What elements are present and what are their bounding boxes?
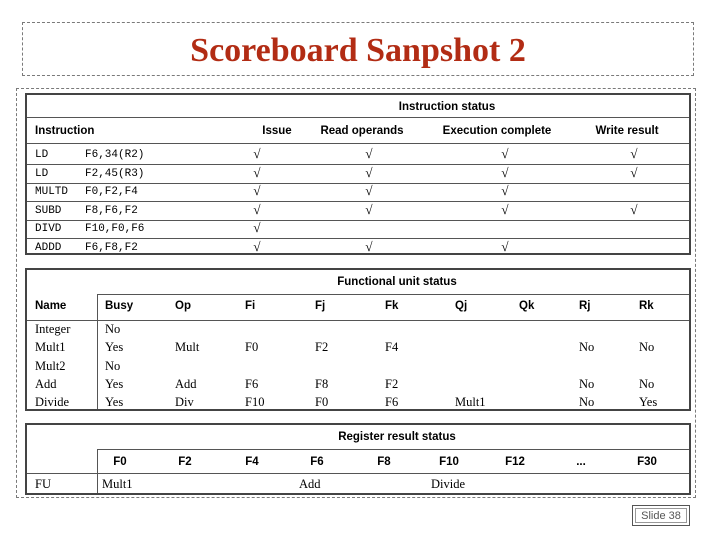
status-check-mark: √: [253, 183, 261, 199]
register-result-status-heading: Register result status: [338, 431, 456, 443]
status-check-mark: √: [501, 164, 509, 180]
fu-cell: F0: [315, 395, 329, 410]
table-rule: [27, 220, 689, 221]
fu-cell: Divide: [35, 395, 70, 410]
slide-title: Scoreboard Sanpshot 2: [190, 32, 526, 69]
fu-cell: F2: [385, 376, 399, 391]
fu-cell: No: [105, 322, 121, 336]
fu-cell: F2: [315, 340, 329, 355]
column-header-name: Name: [35, 300, 67, 312]
fu-cell: F4: [385, 340, 399, 355]
column-header-read-operands: Read operands: [320, 125, 404, 137]
status-check-mark: √: [501, 201, 509, 217]
fu-cell: No: [105, 358, 121, 373]
table-rule: [97, 449, 98, 493]
fu-cell: No: [579, 376, 595, 391]
status-check-mark: √: [501, 146, 509, 161]
status-check-mark: √: [253, 239, 261, 254]
functional-unit-status-table: [25, 268, 691, 411]
slide-number: Slide 38: [635, 508, 687, 523]
fu-row-label: FU: [35, 477, 51, 491]
status-check-mark: √: [365, 164, 373, 180]
register-result-status-table: [25, 423, 691, 495]
fu-cell: Yes: [105, 376, 124, 391]
status-check-mark: √: [365, 201, 373, 217]
fu-cell: Add: [35, 376, 57, 391]
instruction-operands: F6,F8,F2: [85, 242, 138, 254]
fu-cell: Mult1: [35, 340, 66, 355]
register-header: ...: [576, 456, 586, 468]
column-header-qk: Qk: [519, 300, 535, 312]
table-rule: [27, 238, 689, 239]
table-rule: [27, 473, 689, 474]
column-header-op: Op: [175, 300, 191, 312]
instruction-operands: F8,F6,F2: [85, 204, 138, 217]
fu-cell: No: [579, 340, 595, 355]
fu-cell: No: [639, 340, 655, 355]
table-rule: [27, 143, 689, 144]
register-fu-value: Add: [299, 477, 321, 491]
column-header-busy: Busy: [105, 300, 134, 312]
instruction-opcode: ADDD: [35, 242, 62, 254]
column-header-qj: Qj: [455, 300, 468, 312]
fu-cell: F6: [385, 395, 399, 410]
column-header-issue: Issue: [262, 125, 292, 137]
table-rule: [27, 183, 689, 184]
status-check-mark: √: [630, 146, 638, 161]
column-header-fi: Fi: [245, 300, 256, 312]
fu-cell: Yes: [105, 340, 124, 355]
register-header: F12: [505, 456, 525, 468]
column-header-instruction: Instruction: [35, 125, 95, 137]
status-check-mark: √: [630, 164, 638, 180]
functional-unit-status-heading: Functional unit status: [337, 276, 457, 288]
column-header-execution-complete: Execution complete: [442, 125, 552, 137]
status-check-mark: √: [253, 220, 261, 236]
instruction-opcode: SUBD: [35, 204, 62, 217]
status-check-mark: √: [365, 239, 373, 254]
register-header: F2: [178, 456, 192, 468]
table-rule: [97, 449, 689, 450]
instruction-operands: F2,45(R3): [85, 167, 145, 180]
fu-cell: Div: [175, 395, 194, 410]
fu-cell: Mult2: [35, 358, 66, 373]
fu-cell: No: [639, 376, 655, 391]
status-check-mark: √: [365, 146, 373, 161]
fu-cell: F8: [315, 376, 329, 391]
status-check-mark: √: [501, 183, 509, 199]
column-header-rj: Rj: [579, 300, 591, 312]
column-header-fk: Fk: [385, 300, 399, 312]
fu-cell: F10: [245, 395, 265, 410]
status-check-mark: √: [501, 239, 509, 254]
fu-cell: F0: [245, 340, 259, 355]
status-check-mark: √: [253, 146, 261, 161]
instruction-opcode: MULTD: [35, 186, 69, 199]
fu-cell: No: [579, 395, 595, 410]
status-check-mark: √: [365, 183, 373, 199]
table-rule: [97, 294, 98, 409]
fu-cell: Add: [175, 376, 197, 391]
column-header-fj: Fj: [315, 300, 326, 312]
instruction-opcode: DIVD: [35, 223, 62, 236]
register-header: F4: [245, 456, 259, 468]
status-check-mark: √: [253, 201, 261, 217]
title-box: [22, 22, 694, 76]
register-header: F10: [439, 456, 459, 468]
register-header: F0: [113, 456, 127, 468]
fu-cell: Mult: [175, 340, 200, 355]
table-rule: [27, 201, 689, 202]
table-rule: [27, 320, 689, 321]
table-rule: [27, 164, 689, 165]
table-rule: [27, 117, 689, 118]
instruction-status-table: [25, 93, 691, 255]
instruction-operands: F10,F0,F6: [85, 223, 145, 236]
instruction-operands: F6,34(R2): [85, 149, 145, 161]
table-rule: [97, 294, 689, 295]
fu-cell: Mult1: [455, 395, 486, 410]
register-header: F6: [310, 456, 324, 468]
fu-cell: F6: [245, 376, 259, 391]
slide-number-box: [632, 505, 690, 526]
fu-cell: Yes: [105, 395, 124, 410]
column-header-write-result: Write result: [595, 125, 659, 137]
register-fu-value: Mult1: [102, 477, 133, 491]
register-fu-value: Divide: [431, 477, 466, 491]
instruction-status-heading: Instruction status: [398, 101, 496, 113]
instruction-operands: F0,F2,F4: [85, 186, 138, 199]
fu-cell: Yes: [639, 395, 658, 410]
instruction-opcode: LD: [35, 167, 49, 180]
register-header: F30: [637, 456, 657, 468]
register-header: F8: [377, 456, 391, 468]
status-check-mark: √: [630, 201, 638, 217]
instruction-opcode: LD: [35, 149, 49, 161]
status-check-mark: √: [253, 164, 261, 180]
column-header-rk: Rk: [639, 300, 654, 312]
fu-cell: Integer: [35, 322, 71, 336]
